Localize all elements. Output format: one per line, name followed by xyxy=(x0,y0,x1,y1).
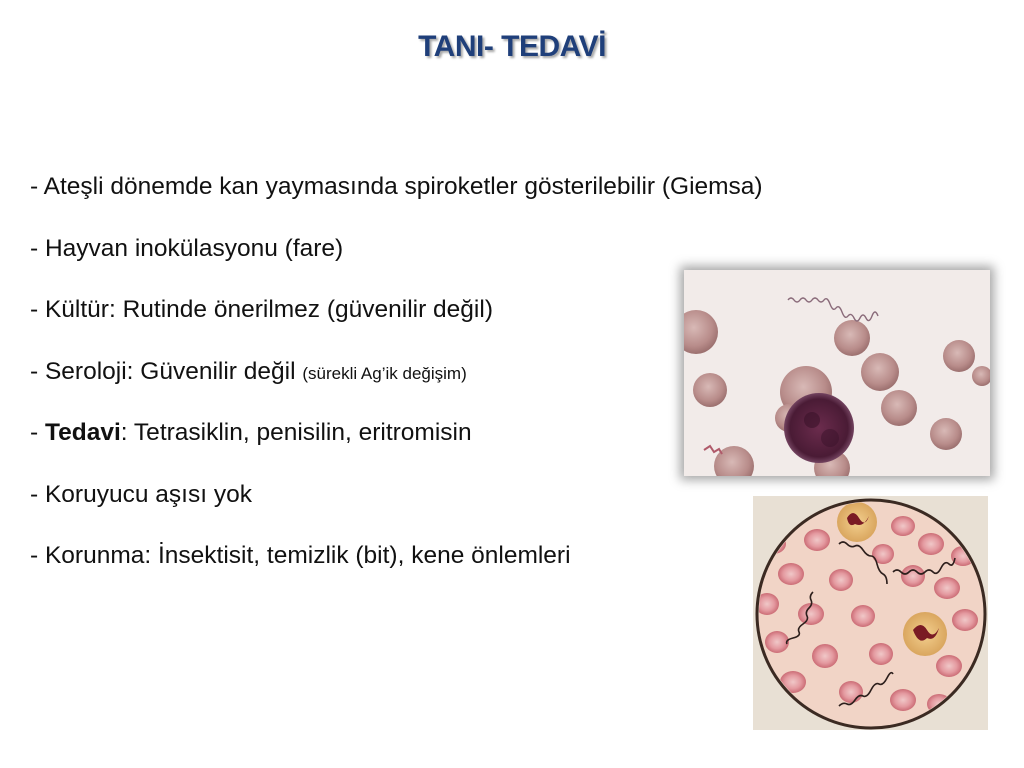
bullet-text: - Hayvan inokülasyonu (fare) xyxy=(30,234,344,262)
bullet-text: - Seroloji: Güvenilir değil xyxy=(30,357,303,385)
bullet-text: - Korunma: İnsektisit, temizlik (bit), kene önlemleri xyxy=(30,542,571,569)
bullet-note: (sürekli Ag’ik değişim) xyxy=(302,363,467,383)
bullet-text: - Ateşli dönemde kan yaymasında spiroketler gösterilebilir (Giemsa) xyxy=(30,173,763,200)
bullet-list xyxy=(30,168,763,599)
bullet-item xyxy=(30,353,750,415)
bullet-item xyxy=(30,414,750,476)
bullet-bold-term: Tedavi xyxy=(44,419,121,446)
bullet-item xyxy=(30,291,750,353)
bullet-text: - Kültür: Rutinde önerilmez (güvenilir değil) xyxy=(30,296,493,323)
bullet-text: - Koruyucu aşısı yok xyxy=(30,480,252,508)
slide-title: TANI- TEDAVİ xyxy=(418,30,606,63)
bullet-item xyxy=(30,230,750,292)
bullet-item xyxy=(30,537,750,599)
bullet-text: - xyxy=(30,419,45,446)
microscope-field-photo xyxy=(753,496,988,730)
bullet-item xyxy=(30,476,750,538)
bullet-text: : Tetrasiklin, penisilin, eritromisin xyxy=(120,419,472,446)
bullet-item xyxy=(30,168,763,230)
blood-smear-photo xyxy=(684,270,990,476)
